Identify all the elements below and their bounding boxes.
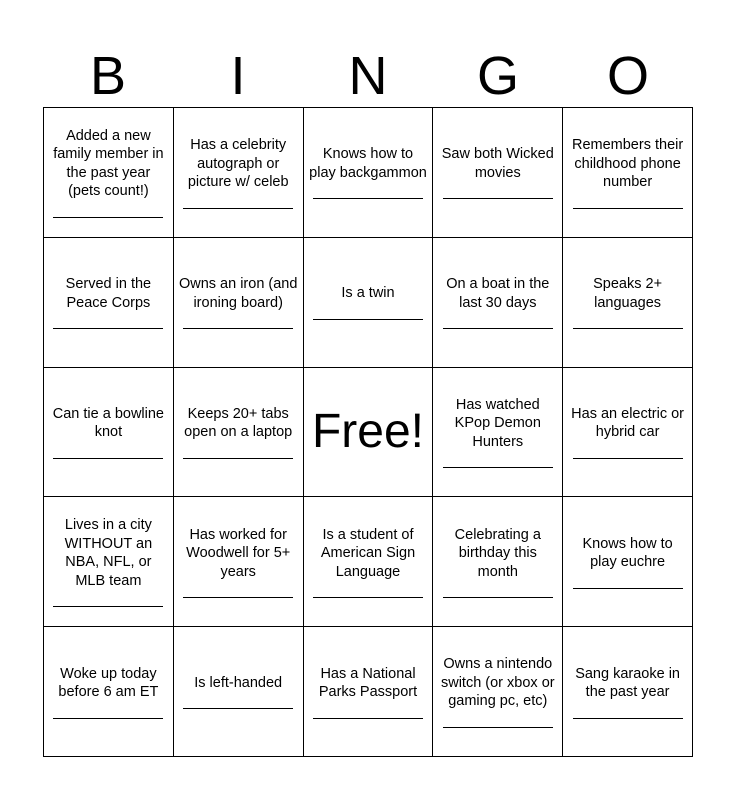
signature-line xyxy=(313,319,423,320)
bingo-cell[interactable] xyxy=(304,627,434,757)
bingo-cell[interactable] xyxy=(304,108,434,238)
cell-text: Served in the Peace Corps xyxy=(65,276,152,311)
signature-line xyxy=(183,597,293,598)
signature-line xyxy=(53,718,163,719)
bingo-grid xyxy=(43,107,693,757)
header-letter-i: I xyxy=(230,46,246,106)
bingo-cell[interactable] xyxy=(304,238,434,368)
bingo-cell[interactable] xyxy=(44,368,174,498)
signature-line xyxy=(443,727,553,728)
cell-text: Is a student of American Sign Language xyxy=(320,526,416,580)
header-letter-g: G xyxy=(476,46,519,106)
signature-line xyxy=(443,597,553,598)
signature-line xyxy=(313,597,423,598)
cell-text: Celebrating a birthday this month xyxy=(454,526,541,580)
cell-text: Woke up today before 6 am ET xyxy=(58,665,159,701)
bingo-cell[interactable] xyxy=(563,108,693,238)
free-space-text: Free! xyxy=(311,404,424,458)
cell-text: On a boat in the last 30 days xyxy=(446,276,550,311)
cell-text: Knows how to play backgammon xyxy=(309,146,427,181)
cell-text: Knows how to play euchre xyxy=(582,535,673,571)
signature-line xyxy=(443,467,553,468)
bingo-cell[interactable] xyxy=(563,627,693,757)
signature-line xyxy=(313,718,423,719)
bingo-cell[interactable] xyxy=(563,368,693,498)
signature-line xyxy=(443,328,553,329)
cell-text: Has a celebrity autograph or picture w/ celeb xyxy=(187,137,289,191)
cell-text: Speaks 2+ languages xyxy=(593,276,663,311)
bingo-cell[interactable] xyxy=(433,108,563,238)
bingo-cell[interactable] xyxy=(44,627,174,757)
bingo-cell[interactable] xyxy=(174,108,304,238)
cell-text: Can tie a bowline knot xyxy=(52,405,165,441)
bingo-cell[interactable] xyxy=(563,238,693,368)
signature-line xyxy=(53,217,163,218)
bingo-cell[interactable] xyxy=(433,238,563,368)
signature-line xyxy=(53,458,163,459)
cell-text: Has a National Parks Passport xyxy=(318,665,418,701)
signature-line xyxy=(313,198,423,199)
cell-text: Has worked for Woodwell for 5+ years xyxy=(186,526,291,580)
signature-line xyxy=(183,328,293,329)
bingo-cell[interactable] xyxy=(174,368,304,498)
bingo-header xyxy=(43,44,693,108)
cell-text: Owns a nintendo switch (or xbox or gaming pc, etc) xyxy=(440,656,555,710)
header-letter-n: N xyxy=(348,46,388,106)
signature-line xyxy=(183,208,293,209)
bingo-cell[interactable] xyxy=(174,238,304,368)
signature-line xyxy=(573,458,683,459)
free-space-cell xyxy=(304,368,434,498)
signature-line xyxy=(183,708,293,709)
cell-text: Sang karaoke in the past year xyxy=(575,665,680,701)
cell-text: Is left-handed xyxy=(194,674,283,691)
cell-text: Lives in a city WITHOUT an NBA, NFL, or MLB team xyxy=(64,517,153,589)
bingo-cell[interactable] xyxy=(433,497,563,627)
cell-text: Remembers their childhood phone number xyxy=(571,137,684,191)
bingo-cell[interactable] xyxy=(174,627,304,757)
bingo-cell[interactable] xyxy=(174,497,304,627)
cell-text: Owns an iron (and ironing board) xyxy=(178,276,298,311)
bingo-cell[interactable] xyxy=(433,627,563,757)
cell-text: Is a twin xyxy=(341,285,395,302)
bingo-cell[interactable] xyxy=(44,497,174,627)
signature-line xyxy=(53,328,163,329)
signature-line xyxy=(573,208,683,209)
cell-text: Keeps 20+ tabs open on a laptop xyxy=(184,405,293,441)
signature-line xyxy=(53,606,163,607)
bingo-cell[interactable] xyxy=(304,497,434,627)
header-letter-o: O xyxy=(606,46,649,106)
signature-line xyxy=(573,718,683,719)
bingo-cell[interactable] xyxy=(44,238,174,368)
bingo-cell[interactable] xyxy=(563,497,693,627)
signature-line xyxy=(183,458,293,459)
cell-text: Has watched KPop Demon Hunters xyxy=(454,396,541,450)
header-letter-b: B xyxy=(89,46,127,106)
cell-text: Added a new family member in the past year (pets count!) xyxy=(53,127,164,200)
signature-line xyxy=(443,198,553,199)
signature-line xyxy=(573,588,683,589)
cell-text: Has an electric or hybrid car xyxy=(571,405,684,441)
cell-text: Saw both Wicked movies xyxy=(441,146,554,181)
signature-line xyxy=(573,328,683,329)
bingo-cell[interactable] xyxy=(433,368,563,498)
bingo-cell[interactable] xyxy=(44,108,174,238)
